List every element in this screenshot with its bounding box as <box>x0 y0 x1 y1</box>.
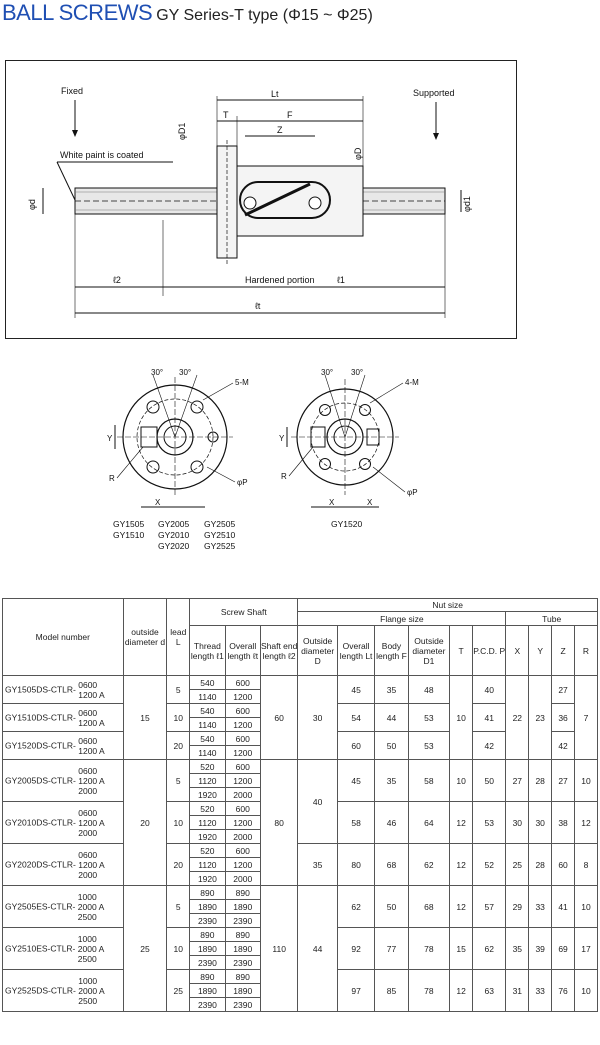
cell-F: 35 <box>375 676 408 704</box>
cell-Z: 27 <box>552 676 575 704</box>
cell-Lt: 62 <box>337 886 374 928</box>
diameter-range: (Φ15 ~ Φ25) <box>282 7 373 24</box>
cell-R-7: 7 <box>574 676 597 760</box>
cell-l1: 520 <box>190 760 225 774</box>
cell-l1: 540 <box>190 732 225 746</box>
cell-R: 10 <box>574 886 597 928</box>
cell-l2-110: 110 <box>260 886 297 1012</box>
X-label-right: X <box>329 498 335 507</box>
angle-label-left-a: 30° <box>151 368 164 377</box>
cell-Z: 76 <box>552 970 575 1012</box>
cell-X: 25 <box>506 844 529 886</box>
cell-Lt: 80 <box>337 844 374 886</box>
caption-gy1505: GY1505 <box>113 519 145 529</box>
caption-gy2005: GY2005 <box>158 519 190 529</box>
cell-R: 17 <box>574 928 597 970</box>
cell-Y: 39 <box>529 928 552 970</box>
dim-phiD1: φD1 <box>177 122 187 140</box>
cell-l2-80: 80 <box>260 760 297 886</box>
cell-l1: 520 <box>190 844 225 858</box>
hdr-lead: lead L <box>167 599 190 676</box>
cell-l1: 1920 <box>190 872 225 886</box>
dim-Lt: Lt <box>271 89 279 99</box>
cell-lead: 20 <box>167 844 190 886</box>
cell-lt: 1200 <box>225 746 260 760</box>
angle-label-right-a: 30° <box>321 368 334 377</box>
cell-P: 42 <box>473 732 506 760</box>
hdr-Z: Z <box>552 626 575 676</box>
cell-lt: 1200 <box>225 858 260 872</box>
front-view-drawing <box>95 355 445 560</box>
X2-label-right: X <box>367 498 373 507</box>
cell-P: 50 <box>473 760 506 802</box>
hdr-flange-size: Flange size <box>298 612 506 626</box>
cell-Z: 69 <box>552 928 575 970</box>
cell-P: 57 <box>473 886 506 928</box>
cell-Y: 33 <box>529 886 552 928</box>
dim-lt: ℓt <box>255 301 261 311</box>
cell-l1: 1920 <box>190 788 225 802</box>
model-cell: GY1520DS-CTLR- 0600 1200 A <box>3 732 124 760</box>
holes-5M-label: 5-M <box>235 378 249 387</box>
hdr-R: R <box>574 626 597 676</box>
supported-label: Supported <box>413 88 455 98</box>
model-cell: GY2020DS-CTLR- 0600 1200 A 2000 <box>3 844 124 886</box>
dim-F: F <box>287 110 293 120</box>
cell-l1: 1120 <box>190 858 225 872</box>
R-label-right: R <box>281 472 287 481</box>
cell-lt: 600 <box>225 704 260 718</box>
cell-l1: 1890 <box>190 900 225 914</box>
cell-lt: 890 <box>225 970 260 984</box>
cell-l1: 520 <box>190 802 225 816</box>
cell-lt: 1890 <box>225 900 260 914</box>
cell-X: 35 <box>506 928 529 970</box>
cell-lt: 600 <box>225 844 260 858</box>
cell-P: 41 <box>473 704 506 732</box>
caption-gy2525: GY2525 <box>204 541 236 551</box>
cell-Lt: 58 <box>337 802 374 844</box>
cell-Z: 36 <box>552 704 575 732</box>
P-label-left: φP <box>237 478 248 487</box>
side-view-drawing <box>5 60 517 339</box>
flange-view-left <box>107 368 249 507</box>
X-label-left: X <box>155 498 161 507</box>
cell-P: 62 <box>473 928 506 970</box>
cell-l1: 540 <box>190 704 225 718</box>
hdr-body-F: Body length F <box>375 626 408 676</box>
cell-Lt: 60 <box>337 732 374 760</box>
cell-D: 35 <box>298 844 338 886</box>
hdr-overall-Lt: Overall length Lt <box>337 626 374 676</box>
cell-l1: 1890 <box>190 942 225 956</box>
dim-Z: Z <box>277 125 283 135</box>
cell-lt: 2390 <box>225 956 260 970</box>
cell-T: 15 <box>450 928 473 970</box>
cell-D1: 78 <box>408 928 450 970</box>
dim-l2: ℓ2 <box>113 275 121 285</box>
hdr-model: Model number <box>3 599 124 676</box>
cell-l2-60: 60 <box>260 676 297 760</box>
cell-X: 27 <box>506 760 529 802</box>
cell-X: 30 <box>506 802 529 844</box>
hdr-screw-shaft: Screw Shaft <box>190 599 298 626</box>
cell-F: 77 <box>375 928 408 970</box>
cell-l1: 1120 <box>190 816 225 830</box>
hdr-overall-length: Overall length ℓt <box>225 626 260 676</box>
cell-Z: 38 <box>552 802 575 844</box>
cell-lead: 10 <box>167 802 190 844</box>
cell-F: 50 <box>375 732 408 760</box>
cell-Z: 60 <box>552 844 575 886</box>
cell-l1: 1140 <box>190 718 225 732</box>
cell-l1: 1120 <box>190 774 225 788</box>
cell-l1: 1890 <box>190 984 225 998</box>
cell-lt: 600 <box>225 676 260 690</box>
cell-Y: 33 <box>529 970 552 1012</box>
cell-Z: 42 <box>552 732 575 760</box>
cell-Lt: 54 <box>337 704 374 732</box>
cell-F: 35 <box>375 760 408 802</box>
cell-l1: 890 <box>190 970 225 984</box>
hdr-shaft-end: Shaft end length ℓ2 <box>260 626 297 676</box>
cell-D1: 68 <box>408 886 450 928</box>
cell-l1: 1140 <box>190 690 225 704</box>
hdr-outside-D: Outside diameter D <box>298 626 338 676</box>
cell-X-22: 22 <box>506 676 529 760</box>
cell-d-25: 25 <box>123 886 167 1012</box>
cell-R: 10 <box>574 970 597 1012</box>
caption-gy2510: GY2510 <box>204 530 236 540</box>
cell-lt: 2390 <box>225 998 260 1012</box>
hdr-pcd: P.C.D. P <box>473 626 506 676</box>
cell-lt: 1200 <box>225 690 260 704</box>
P-label-right: φP <box>407 488 418 497</box>
cell-P: 52 <box>473 844 506 886</box>
cell-lead: 5 <box>167 676 190 704</box>
cell-lead: 10 <box>167 704 190 732</box>
hdr-outside-D1: Outside diameter D1 <box>408 626 450 676</box>
cell-lt: 600 <box>225 802 260 816</box>
cell-lt: 890 <box>225 928 260 942</box>
table-row <box>3 676 598 690</box>
cell-D1: 53 <box>408 732 450 760</box>
angle-label-right-b: 30° <box>351 368 364 377</box>
dim-phid: φd <box>27 199 37 210</box>
cell-lead: 5 <box>167 760 190 802</box>
cell-lt: 1890 <box>225 942 260 956</box>
cell-lt: 890 <box>225 886 260 900</box>
cell-F: 46 <box>375 802 408 844</box>
cell-l1: 2390 <box>190 914 225 928</box>
model-cell: GY2005DS-CTLR- 0600 1200 A 2000 <box>3 760 124 802</box>
cell-lead: 5 <box>167 886 190 928</box>
model-cell: GY1505DS-CTLR- 0600 1200 A <box>3 676 124 704</box>
caption-gy1510: GY1510 <box>113 530 145 540</box>
cell-X: 31 <box>506 970 529 1012</box>
cell-D-40: 40 <box>298 760 338 844</box>
hdr-nut-size: Nut size <box>298 599 598 612</box>
cell-F: 44 <box>375 704 408 732</box>
cell-d-20: 20 <box>123 760 167 886</box>
caption-gy1520: GY1520 <box>331 519 363 529</box>
cell-P: 63 <box>473 970 506 1012</box>
cell-R: 12 <box>574 802 597 844</box>
cell-F: 50 <box>375 886 408 928</box>
table-row <box>3 760 598 774</box>
cell-Y: 28 <box>529 760 552 802</box>
Y-label-left: Y <box>107 434 113 443</box>
hdr-T: T <box>450 626 473 676</box>
cell-R: 10 <box>574 760 597 802</box>
cell-lt: 1200 <box>225 718 260 732</box>
cell-lt: 1200 <box>225 774 260 788</box>
series-subtitle: GY Series-T type <box>156 7 279 24</box>
cell-D1: 62 <box>408 844 450 886</box>
dim-phiD: φD <box>353 147 363 160</box>
model-cell: GY1510DS-CTLR- 0600 1200 A <box>3 704 124 732</box>
cell-Z: 41 <box>552 886 575 928</box>
flange-view-right <box>279 368 419 507</box>
cell-Lt: 92 <box>337 928 374 970</box>
cell-l1: 890 <box>190 928 225 942</box>
caption-gy2505: GY2505 <box>204 519 236 529</box>
white-paint-label: White paint is coated <box>60 150 144 160</box>
cell-lt: 1200 <box>225 816 260 830</box>
cell-D1: 53 <box>408 704 450 732</box>
hdr-outside-diameter: outside diameter d <box>123 599 167 676</box>
hdr-thread-length: Thread length ℓ1 <box>190 626 225 676</box>
cell-P: 40 <box>473 676 506 704</box>
cell-l1: 890 <box>190 886 225 900</box>
model-cell: GY2010DS-CTLR- 0600 1200 A 2000 <box>3 802 124 844</box>
cell-Z: 27 <box>552 760 575 802</box>
R-label-left: R <box>109 474 115 483</box>
cell-Lt: 97 <box>337 970 374 1012</box>
model-cell: GY2505ES-CTLR- 1000 2000 A 2500 <box>3 886 124 928</box>
cell-T-10: 10 <box>450 676 473 760</box>
cell-lead: 10 <box>167 928 190 970</box>
cell-Y-23: 23 <box>529 676 552 760</box>
table-row <box>3 886 598 900</box>
cell-lt: 1890 <box>225 984 260 998</box>
cell-T: 12 <box>450 886 473 928</box>
cell-D1: 58 <box>408 760 450 802</box>
spec-table <box>2 598 598 1012</box>
hdr-X: X <box>506 626 529 676</box>
cell-lt: 2000 <box>225 830 260 844</box>
cell-D-44: 44 <box>298 886 338 1012</box>
cell-P: 53 <box>473 802 506 844</box>
fixed-label: Fixed <box>61 86 84 96</box>
cell-l1: 540 <box>190 676 225 690</box>
cell-l1: 1920 <box>190 830 225 844</box>
cell-lt: 2000 <box>225 788 260 802</box>
cell-d-15: 15 <box>123 676 167 760</box>
dim-T: T <box>223 110 229 120</box>
cell-l1: 1140 <box>190 746 225 760</box>
page-title <box>2 0 373 26</box>
cell-lt: 2000 <box>225 872 260 886</box>
cell-R: 8 <box>574 844 597 886</box>
cell-T: 12 <box>450 844 473 886</box>
holes-4M-label: 4-M <box>405 378 419 387</box>
cell-Y: 28 <box>529 844 552 886</box>
model-cell: GY2510ES-CTLR- 1000 2000 A 2500 <box>3 928 124 970</box>
cell-lead: 25 <box>167 970 190 1012</box>
hardened-label: Hardened portion <box>245 275 315 285</box>
model-cell: GY2525DS-CTLR- 1000 2000 A 2500 <box>3 970 124 1012</box>
cell-X: 29 <box>506 886 529 928</box>
cell-T: 12 <box>450 970 473 1012</box>
cell-Lt: 45 <box>337 676 374 704</box>
cell-lt: 2390 <box>225 914 260 928</box>
table-row <box>3 844 598 858</box>
cell-T: 10 <box>450 760 473 802</box>
dim-l1: ℓ1 <box>337 275 345 285</box>
cell-lead: 20 <box>167 732 190 760</box>
cell-D1: 64 <box>408 802 450 844</box>
hdr-Y: Y <box>529 626 552 676</box>
caption-gy2010: GY2010 <box>158 530 190 540</box>
cell-D1: 78 <box>408 970 450 1012</box>
cell-Y: 30 <box>529 802 552 844</box>
cell-l1: 2390 <box>190 998 225 1012</box>
cell-l1: 2390 <box>190 956 225 970</box>
brand-title: BALL SCREWS <box>2 0 153 25</box>
cell-T: 12 <box>450 802 473 844</box>
cell-F: 85 <box>375 970 408 1012</box>
angle-label-left-b: 30° <box>179 368 192 377</box>
hdr-tube: Tube <box>506 612 598 626</box>
cell-lt: 600 <box>225 732 260 746</box>
caption-gy2020: GY2020 <box>158 541 190 551</box>
cell-D-30: 30 <box>298 676 338 760</box>
dim-phid1: φd1 <box>462 196 472 212</box>
cell-D1: 48 <box>408 676 450 704</box>
cell-Lt: 45 <box>337 760 374 802</box>
cell-lt: 600 <box>225 760 260 774</box>
model-captions <box>113 519 362 551</box>
cell-F: 68 <box>375 844 408 886</box>
Y-label-right: Y <box>279 434 285 443</box>
